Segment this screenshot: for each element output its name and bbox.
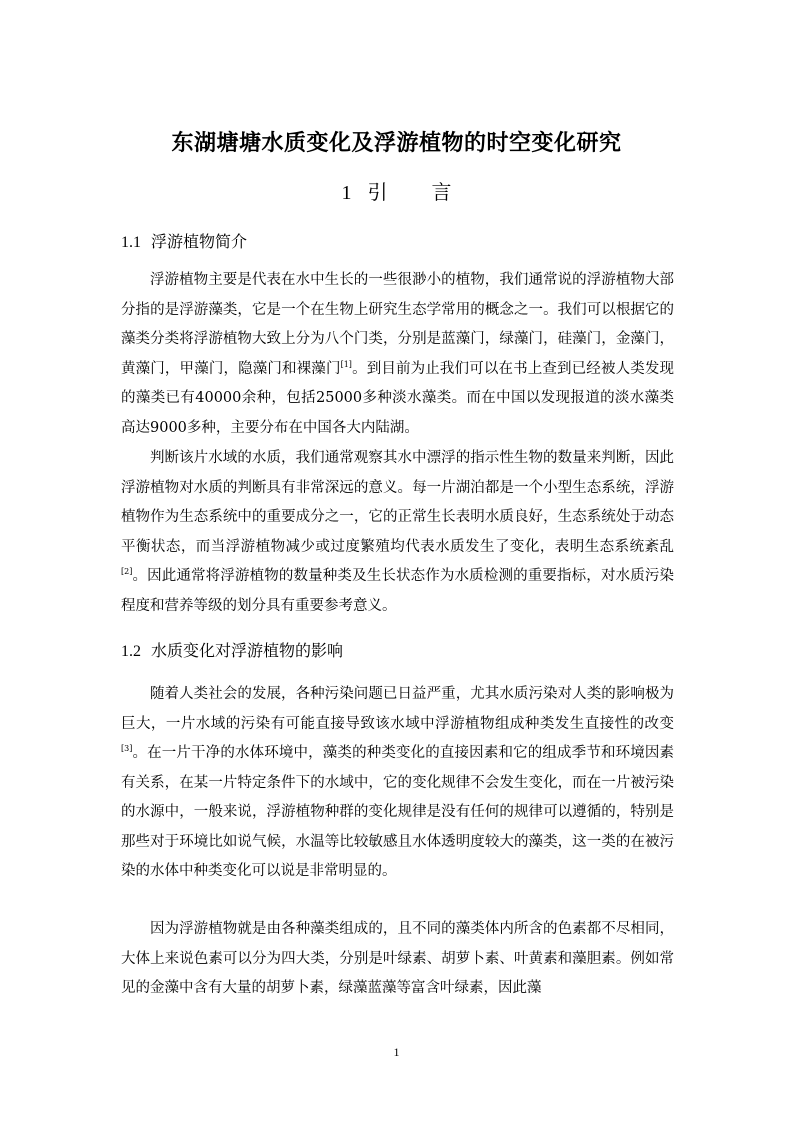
paragraph-text: 因为浮游植物就是由各种藻类组成的，且不同的藻类体内所含的色素都不尽相同，大体上来说色素可以分为四大类，分别是叶绿素、胡萝卜素、叶黄素和藻胆素。例如常见的金藻中含有大量的胡萝卜素，绿藻蓝藻等富含叶绿素，因此藻 xyxy=(121,921,674,996)
chapter-title-char-2: 言 xyxy=(431,180,452,204)
section-title: 浮游植物简介 xyxy=(151,232,248,251)
section-number: 1.1 xyxy=(121,234,141,251)
paragraph xyxy=(121,915,674,1004)
section-heading-1-1 xyxy=(121,229,247,252)
paragraph-text: 随着人类社会的发展，各种污染问题已日益严重，尤其水质污染对人类的影响极为巨大，一片水域的污染有可能直接导致该水域中浮游植物组成种类发生直接性的改变 xyxy=(121,686,674,732)
paragraph-text: 。到目前为止我们可以在书上查到已经被人类发现的藻类已有40000余种，包括25000多种淡水藻类。而在中国以发现报道的淡水藻类高达9000多种，主要分布在中国各大内陆湖。 xyxy=(121,360,675,436)
document-title: 东湖塘塘水质变化及浮游植物的时空变化研究 xyxy=(171,131,622,156)
page-number: 1 xyxy=(393,1045,400,1059)
section-heading-1-2 xyxy=(121,638,343,661)
paragraph xyxy=(121,444,674,621)
chapter-heading xyxy=(0,176,793,205)
citation-ref: [3] xyxy=(121,744,133,753)
chapter-title-char-1: 引 xyxy=(367,180,388,204)
paragraph-text: 判断该片水域的水质，我们通常观察其水中漂浮的指示性生物的数量来判断，因此浮游植物对水质的判断具有非常深远的意义。每一片湖泊都是一个小型生态系统，浮游植物作为生态系统中的重要成分之一，它的正常生长表明水质良好，生态系统处于动态平衡状态，而当浮游植物减少或过度繁殖均代表水质发生了变化，表明生态系统紊乱 xyxy=(121,450,674,555)
paragraph-text: 浮游植物主要是代表在水中生长的一些很渺小的植物，我们通常说的浮游植物大部分指的是浮游藻类，它是一个在生物上研究生态学常用的概念之一。我们可以根据它的藻类分类将浮游植物大致上分为八个门类，分别是蓝藻门，绿藻门，硅藻门，金藻门，黄藻门，甲藻门，隐藻门和裸藻门 xyxy=(121,272,674,377)
section-number: 1.2 xyxy=(121,643,141,660)
paragraph xyxy=(121,680,674,887)
paragraph xyxy=(121,266,674,443)
citation-ref: [1] xyxy=(340,359,352,369)
paragraph-text: 。因此通常将浮游植物的数量种类及生长状态作为水质检测的重要指标，对水质污染程度和营养等级的划分具有重要参考意义。 xyxy=(121,568,674,614)
section-title: 水质变化对浮游植物的影响 xyxy=(151,641,344,660)
chapter-number: 1 xyxy=(341,182,352,204)
citation-ref: [2] xyxy=(121,567,133,576)
paragraph-text: 。在一片干净的水体环境中，藻类的种类变化的直接因素和它的组成季节和环境因素有关系，在某一片特定条件下的水域中，它的变化规律不会发生变化，而在一片被污染的水源中，一般来说，浮游植物种群的变化规律是没有任何的规律可以遵循的，特别是那些对于环境比如说气候，水温等比较敏感且水体透明度较大的藻类，这一类的在被污染的水体中种类变化可以说是非常明显的。 xyxy=(121,745,674,879)
